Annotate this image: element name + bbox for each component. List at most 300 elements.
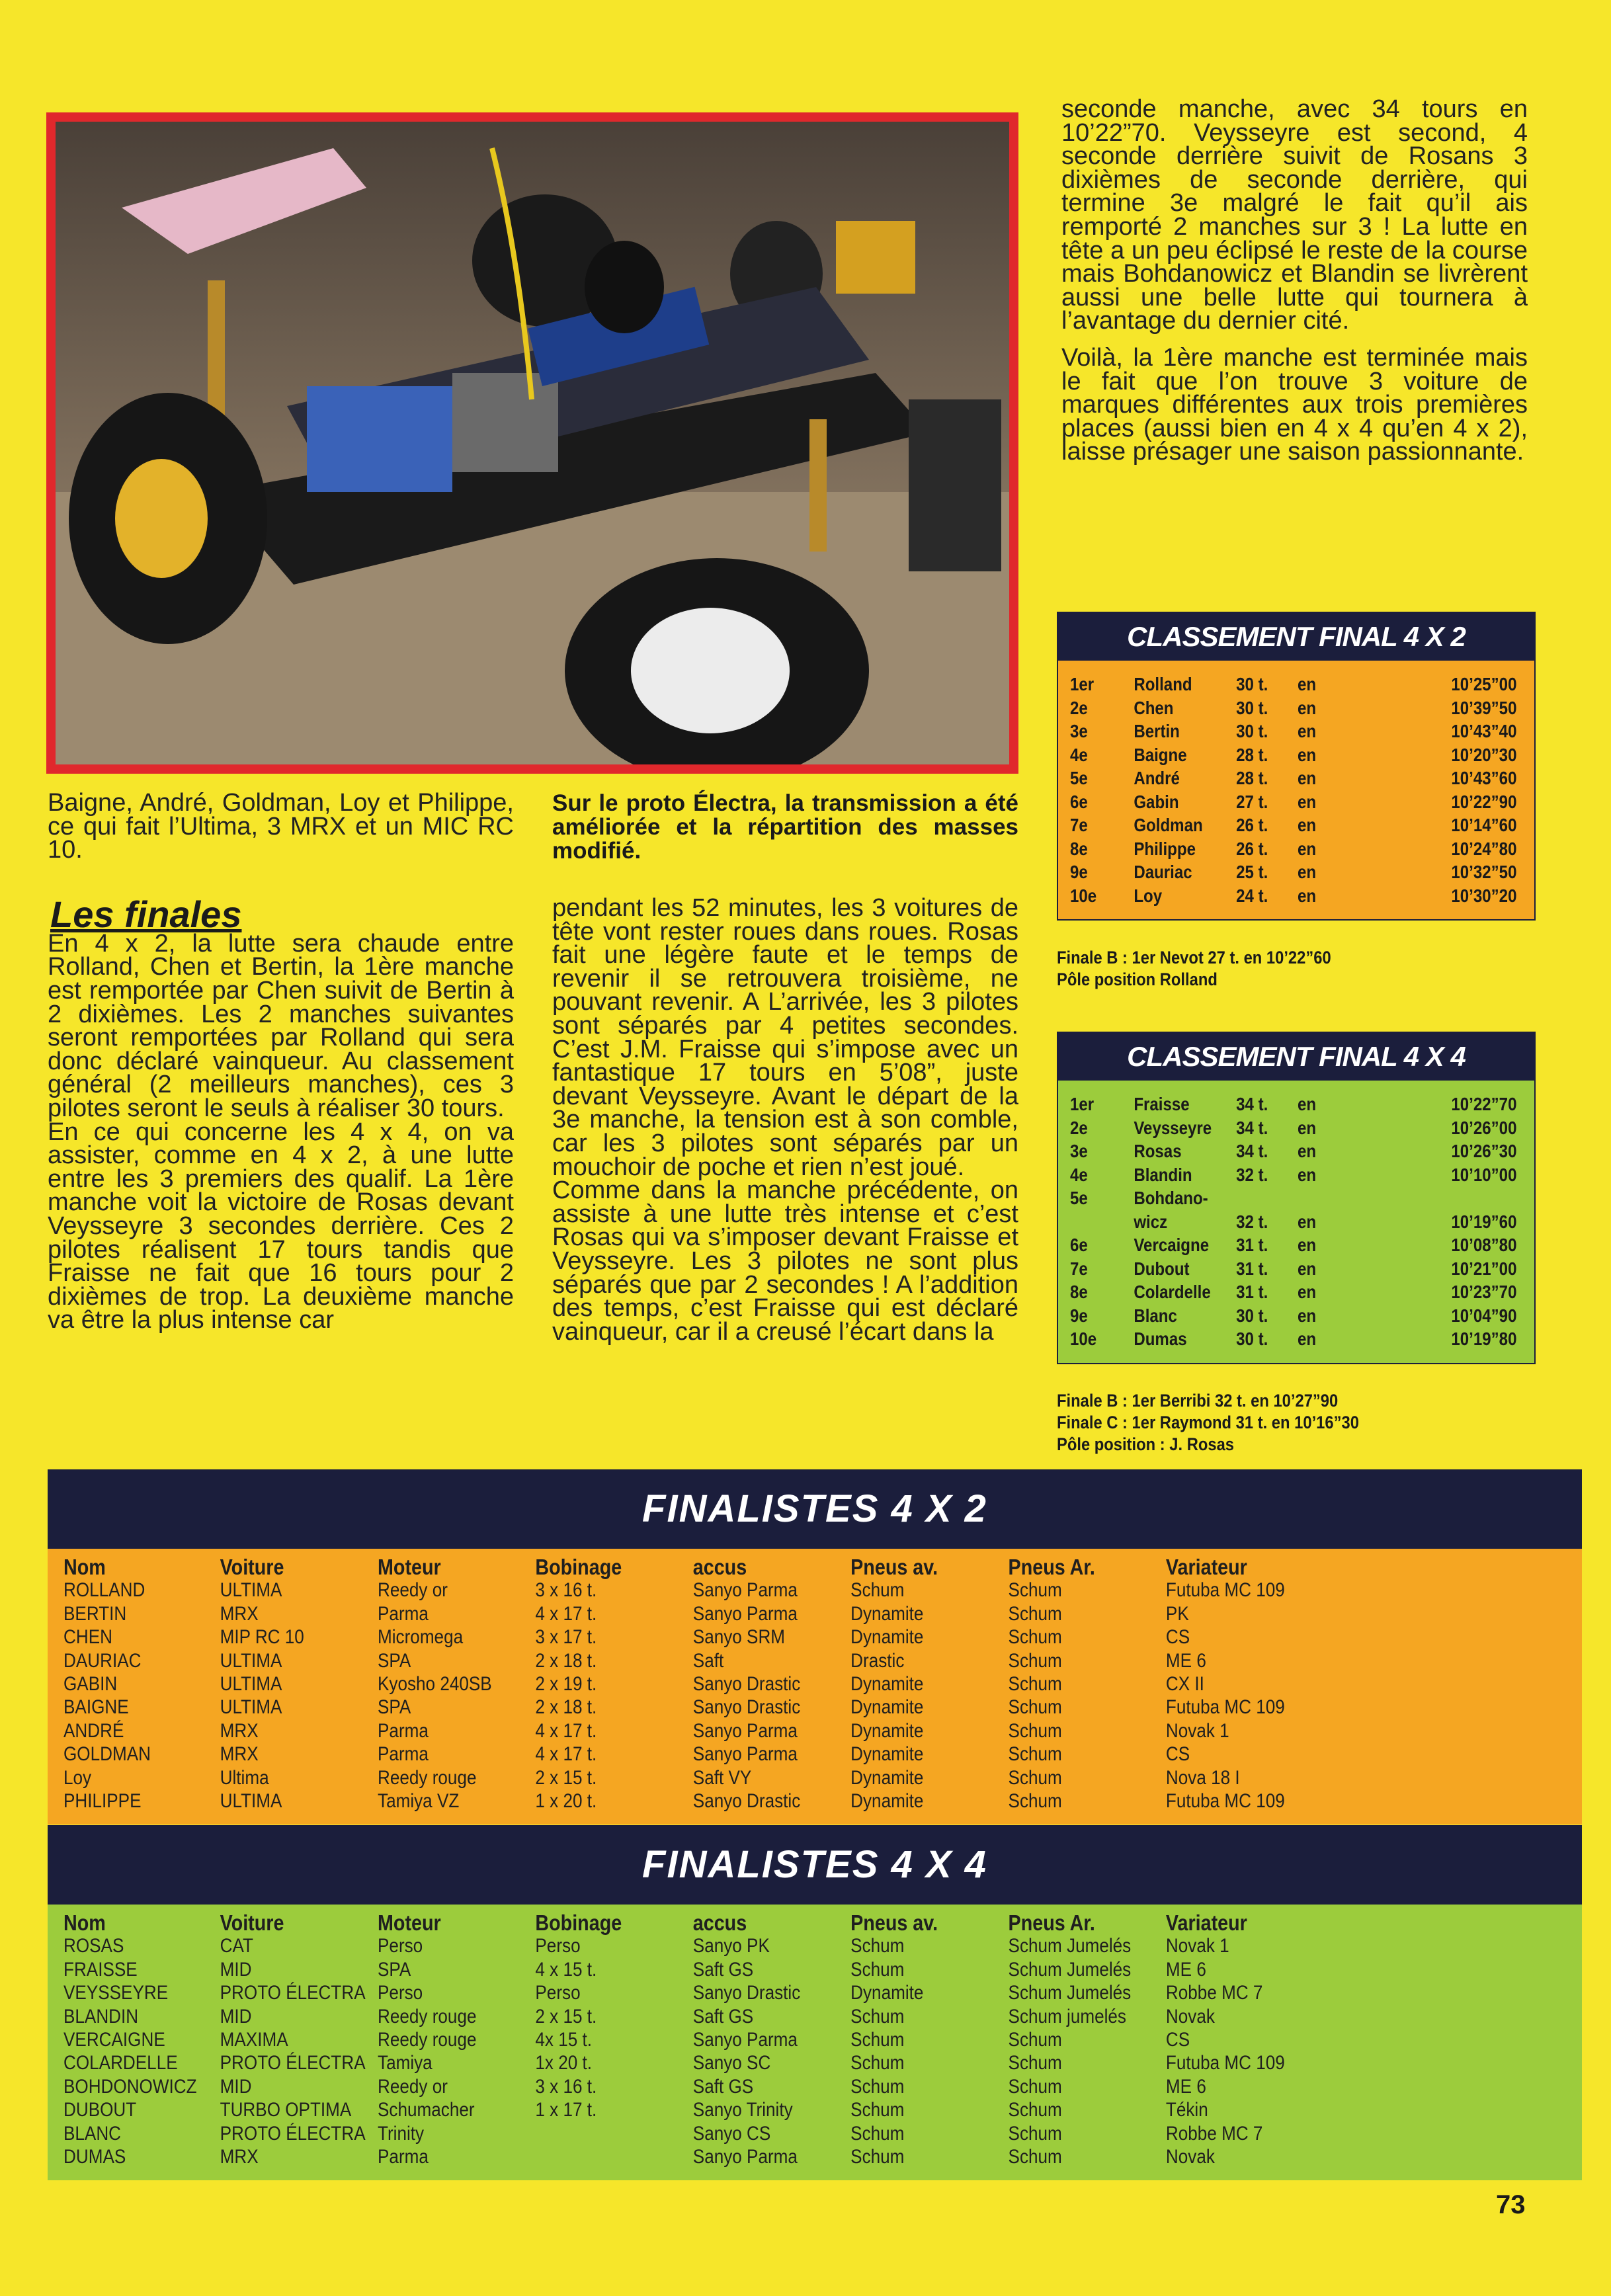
classement-cell: Dauriac [1134, 862, 1192, 882]
table-cell: MID [220, 2005, 252, 2028]
table-cell: 2 x 15 t. [535, 1766, 597, 1789]
table-cell: Dynamite [850, 1982, 924, 2004]
table-cell: Schum [850, 1935, 905, 1957]
classement-cell: 10’26”00 [1451, 1117, 1517, 1138]
table-cell: CAT [220, 1935, 253, 1957]
table-cell: Sanyo Parma [692, 1743, 798, 1766]
table-cell: Schum [1008, 1626, 1062, 1649]
finalistes-4x2-box [48, 1469, 1582, 1824]
table-cell: 4 x 17 t. [535, 1743, 597, 1766]
classement-row [1070, 837, 1521, 861]
table-cell: PK [1165, 1602, 1189, 1625]
classement-row [1070, 790, 1521, 814]
table-cell: Schum [850, 2146, 905, 2168]
table-row [63, 2051, 1583, 2074]
classement-cell: 5e [1070, 768, 1088, 788]
table-cell: Schum [1008, 2052, 1062, 2074]
table-row [63, 1981, 1583, 2004]
classement-cell [1236, 1186, 1298, 1210]
table-cell: 3 x 16 t. [535, 2075, 597, 2098]
table-cell: Schum [1008, 2029, 1062, 2051]
table-cell: GOLDMAN [63, 1743, 151, 1766]
classement-cell: en [1298, 768, 1317, 788]
table-cell: Sanyo CS [692, 2122, 771, 2145]
classement-cell: 5e [1070, 1188, 1088, 1208]
table-cell: Schum jumelés [1008, 2005, 1126, 2028]
table-cell: Reedy or [378, 2075, 448, 2098]
classement-cell: en [1298, 1258, 1317, 1279]
finalistes-4x4-table [48, 1905, 1582, 2180]
classement-cell: 4e [1070, 1164, 1088, 1185]
table-cell: Schum [1008, 2122, 1062, 2145]
table-cell: Schum [850, 2029, 905, 2051]
table-cell: Dynamite [850, 1602, 924, 1625]
table-cell: CS [1165, 2029, 1190, 2051]
classement-row [1070, 766, 1521, 790]
classement-cell: 6e [1070, 1235, 1088, 1255]
table-cell: Schum [1008, 1696, 1062, 1719]
table-cell: Parma [378, 1743, 429, 1766]
paragraph: pendant les 52 minutes, les 3 voitures de tête vont rester roues dans roues. Rosas fait une légère faute et le temps de revenir il se retrouvera troisième, ne pouvant revenir. A L’arrivée, les 3 pilotes sont séparés par 4 petites secondes. C’est J.M. Fraisse qui s’impose avec un fantastique 17 tours en 5’08”, juste devant Veysseyre. Avant le départ de la 3e manche, la tension est à son comble, car les 3 pilotes sont séparés par un mouchoir de poche et rien n’est joué. [552, 894, 1018, 1181]
classement-row [1070, 1210, 1521, 1234]
table-row [63, 2075, 1583, 2098]
table-cell: MRX [220, 1743, 259, 1766]
table-row [63, 1742, 1583, 1766]
table-cell: Schum [850, 1579, 905, 1602]
classement-cell: Philippe [1134, 838, 1196, 859]
table-cell: Kyosho 240SB [378, 1673, 492, 1696]
table-cell: Reedy rouge [378, 1766, 477, 1789]
table-cell: ANDRÉ [63, 1719, 124, 1742]
table-cell: Dynamite [850, 1719, 924, 1742]
classement-cell: Bohdano- [1134, 1188, 1208, 1208]
classement-cell: 34 t. [1236, 1117, 1268, 1138]
table-cell: Schum [1008, 1790, 1062, 1813]
table-cell: Parma [378, 1602, 429, 1625]
table-cell: Micromega [378, 1626, 464, 1649]
classement-cell: 6e [1070, 791, 1088, 812]
classement-cell: 31 t. [1236, 1235, 1268, 1255]
table-cell: CX II [1165, 1673, 1204, 1696]
car-photo [46, 112, 1018, 774]
classement-cell: en [1298, 697, 1317, 718]
table-row [63, 1578, 1583, 1602]
column-header: accus [692, 1555, 747, 1579]
classement-cell: Goldman [1134, 815, 1203, 835]
classement-cell: en [1298, 1305, 1317, 1326]
table-cell: BOHDONOWICZ [63, 2075, 197, 2098]
table-cell: VERCAIGNE [63, 2029, 165, 2051]
table-cell: CS [1165, 1743, 1190, 1766]
table-cell: Sanyo Parma [692, 1579, 798, 1602]
classement-cell: Blandin [1134, 1164, 1192, 1185]
classement-cell: 30 t. [1236, 674, 1268, 694]
classement-cell: Veysseyre [1134, 1117, 1212, 1138]
classement-cell: 10’39”50 [1451, 697, 1517, 718]
paragraph: En ce qui concerne les 4 x 4, on va assister, comme en 4 x 2, à une lutte entre les 3 premiers des qualif. La 1ère manche voit la victoire de Rosas devant Veysseyre 3 secondes derrière. Ces 2 pilotes réalisent 17 tours tandis que Fraisse ne fait que 16 tours pour 2 dixièmes de trop. La deuxième manche va être la plus intense car [48, 1118, 514, 1334]
rc-buggy-photo-icon [56, 122, 1009, 764]
classement-row [1070, 1304, 1521, 1328]
classement-cell: 10’43”60 [1451, 768, 1517, 788]
classement-row [1070, 1233, 1521, 1257]
classement-cell: Loy [1134, 885, 1163, 906]
classement-cell: Chen [1134, 697, 1174, 718]
table-cell: Schum [850, 2122, 905, 2145]
table-cell: Sanyo Drastic [692, 1982, 801, 2004]
table-cell: Schum Jumelés [1008, 1935, 1132, 1957]
classement-row [1070, 1116, 1521, 1140]
table-cell: Sanyo Drastic [692, 1696, 801, 1719]
table-cell: 4 x 17 t. [535, 1602, 597, 1625]
table-cell: Schum [850, 2052, 905, 2074]
table-cell: SPA [378, 1958, 411, 1981]
table-cell: 4x 15 t. [535, 2029, 593, 2051]
paragraph: Baigne, André, Goldman, Loy et Philippe, ce qui fait l’Ultima, 3 MRX et un MIC RC 10. [48, 789, 514, 864]
table-cell: CHEN [63, 1626, 112, 1649]
classement-4x2-table [1058, 661, 1534, 919]
classement-row [1070, 813, 1521, 837]
table-cell: VEYSSEYRE [63, 1982, 169, 2004]
table-cell: ROSAS [63, 1935, 124, 1957]
paragraph: Voilà, la 1ère manche est terminée mais le fait que l’on trouve 3 voiture de marques différentes aux trois premières places (aussi bien en 4 x 4 qu’en 4 x 2), laisse présager une saison passionnante. [1061, 343, 1528, 466]
section-heading: Les finales [50, 893, 242, 935]
table-cell: Sanyo Parma [692, 2146, 798, 2168]
classement-cell: 10’25”00 [1451, 674, 1517, 694]
classement-row [1070, 1092, 1521, 1116]
table-cell: MRX [220, 2146, 259, 2168]
classement-cell: 10’24”80 [1451, 838, 1517, 859]
column-header: Moteur [378, 1910, 441, 1935]
table-cell: TURBO OPTIMA [220, 2099, 352, 2121]
table-cell: 1 x 20 t. [535, 1790, 597, 1813]
table-row [63, 1649, 1583, 1672]
classement-row [1070, 719, 1521, 743]
classement-cell: 7e [1070, 1258, 1088, 1279]
classement-cell: 28 t. [1236, 744, 1268, 765]
table-cell: Ultima [220, 1766, 269, 1789]
table-cell: ROLLAND [63, 1579, 145, 1602]
table-cell: BERTIN [63, 1602, 127, 1625]
table-row [63, 1719, 1583, 1742]
classement-cell: 30 t. [1236, 1305, 1268, 1326]
table-cell: MID [220, 1958, 252, 1981]
table-cell: Schum [1008, 2099, 1062, 2121]
classement-cell: 10e [1070, 885, 1097, 906]
table-row [63, 1958, 1583, 1981]
column-header: Variateur [1165, 1910, 1247, 1935]
table-row [63, 2145, 1583, 2168]
classement-cell: 31 t. [1236, 1282, 1268, 1302]
finalistes-4x2-table [48, 1549, 1582, 1824]
classement-4x2-box [1057, 612, 1536, 921]
table-cell: ME 6 [1165, 1649, 1206, 1672]
classement-cell: 10’08”80 [1451, 1235, 1517, 1255]
classement-cell: Gabin [1134, 791, 1179, 812]
note: Pôle position Rolland [1057, 969, 1218, 989]
table-cell: ULTIMA [220, 1696, 282, 1719]
table-row [63, 1672, 1583, 1696]
classement-row [1070, 1186, 1521, 1210]
classement-cell: André [1134, 768, 1180, 788]
table-cell: BAIGNE [63, 1696, 129, 1719]
table-cell: COLARDELLE [63, 2052, 178, 2074]
finalistes-4x4-title: FINALISTES 4 X 4 [48, 1825, 1582, 1905]
table-row [63, 2005, 1583, 2028]
classement-row [1070, 743, 1521, 767]
table-cell: SPA [378, 1649, 411, 1672]
paragraph: En 4 x 2, la lutte sera chaude entre Rolland, Chen et Bertin, la 1ère manche est remportée par Chen suivit de Bertin à 2 dixièmes. Les 2 manches suivantes seront remportées par Rolland qui sera donc déclaré vainqueur. Au classement général (2 meilleurs manches), ces 3 pilotes seront le seuls à réaliser 30 tours. [48, 929, 514, 1122]
classement-cell: 10’21”00 [1451, 1258, 1517, 1279]
classement-cell: 28 t. [1236, 768, 1268, 788]
table-cell: Tamiya [378, 2052, 433, 2074]
note: Finale C : 1er Raymond 31 t. en 10’16”30 [1057, 1413, 1359, 1432]
note: Finale B : 1er Nevot 27 t. en 10’22”60 [1057, 948, 1331, 967]
classement-cell: en [1298, 1141, 1317, 1161]
column-header: Bobinage [535, 1555, 622, 1579]
table-cell: Perso [378, 1982, 423, 2004]
table-cell: ULTIMA [220, 1673, 282, 1696]
classement-cell: 1er [1070, 1094, 1095, 1114]
classement-cell: 30 t. [1236, 1329, 1268, 1349]
photo-caption: Sur le proto Électra, la transmission a été améliorée et la répartition des masses modifié. [552, 790, 1018, 864]
table-cell: Schum [1008, 1649, 1062, 1672]
column-header: Nom [63, 1555, 106, 1579]
classement-cell: 8e [1070, 1282, 1088, 1302]
classement-cell: 26 t. [1236, 815, 1268, 835]
classement-cell: en [1298, 1117, 1317, 1138]
classement-4x4-box [1057, 1032, 1536, 1364]
classement-cell: 10e [1070, 1329, 1097, 1349]
classement-4x2-notes [1057, 947, 1331, 991]
classement-cell: 30 t. [1236, 721, 1268, 741]
table-cell: 4 x 15 t. [535, 1958, 597, 1981]
classement-4x4-table [1058, 1081, 1534, 1363]
table-cell: DUMAS [63, 2146, 126, 2168]
table-cell: Dynamite [850, 1696, 924, 1719]
table-cell: Parma [378, 2146, 429, 2168]
classement-cell: 10’19”60 [1451, 1211, 1517, 1232]
classement-cell: 1er [1070, 674, 1095, 694]
column-header: Voiture [220, 1555, 284, 1579]
table-cell: Robbe MC 7 [1165, 1982, 1263, 2004]
classement-4x4-title: CLASSEMENT FINAL 4 X 4 [1058, 1033, 1534, 1081]
classement-cell [1298, 1186, 1372, 1210]
classement-cell: en [1298, 1329, 1317, 1349]
classement-cell: en [1298, 862, 1317, 882]
finalistes-4x2-title: FINALISTES 4 X 2 [48, 1469, 1582, 1549]
classement-cell: 26 t. [1236, 838, 1268, 859]
table-cell: BLANC [63, 2122, 122, 2145]
table-cell: MRX [220, 1602, 259, 1625]
classement-cell: Rosas [1134, 1141, 1182, 1161]
classement-cell: 9e [1070, 1305, 1088, 1326]
table-cell: Futuba MC 109 [1165, 1579, 1285, 1602]
classement-row [1070, 1139, 1521, 1163]
classement-cell: 3e [1070, 1141, 1088, 1161]
classement-cell: en [1298, 674, 1317, 694]
table-cell: ME 6 [1165, 1958, 1206, 1981]
classement-cell: 10’04”90 [1451, 1305, 1517, 1326]
classement-cell: Fraisse [1134, 1094, 1190, 1114]
column-header: Pneus Ar. [1008, 1555, 1095, 1579]
table-cell: Sanyo Drastic [692, 1790, 801, 1813]
classement-cell: Colardelle [1134, 1282, 1211, 1302]
column-header: Bobinage [535, 1910, 622, 1935]
classement-cell: 10’20”30 [1451, 744, 1517, 765]
classement-cell: Bertin [1134, 721, 1180, 741]
table-row [63, 2122, 1583, 2145]
note: Pôle position : J. Rosas [1057, 1434, 1235, 1454]
classement-cell: 10’26”30 [1451, 1141, 1517, 1161]
classement-cell: 7e [1070, 815, 1088, 835]
table-cell: PROTO ÉLECTRA [220, 1982, 366, 2004]
table-cell: Schum [850, 2005, 905, 2028]
table-cell: Reedy rouge [378, 2029, 477, 2051]
table-cell: Saft VY [692, 1766, 752, 1789]
column-header: accus [692, 1910, 747, 1935]
table-row [63, 1766, 1583, 1789]
table-cell: Sanyo PK [692, 1935, 770, 1957]
classement-4x4-notes [1057, 1390, 1359, 1456]
classement-row [1070, 1257, 1521, 1281]
classement-row [1070, 1280, 1521, 1304]
classement-cell: 31 t. [1236, 1258, 1268, 1279]
classement-cell: 3e [1070, 721, 1088, 741]
table-cell: Novak [1165, 2005, 1215, 2028]
classement-cell: 10’43”40 [1451, 721, 1517, 741]
classement-cell: en [1298, 815, 1317, 835]
column-3-text [1061, 95, 1528, 466]
paragraph: Comme dans la manche précédente, on assiste à une lutte très intense et c’est Rosas qui va s’imposer devant Fraisse et Veysseyre. Les 3 pilotes ne sont plus séparés que par 2 secondes ! A l’addition des temps, c’est Fraisse qui est déclaré vainqueur, car il a creusé l’écart dans la [552, 1176, 1018, 1346]
table-cell: Schum [1008, 1743, 1062, 1766]
column-header: Nom [63, 1910, 106, 1935]
table-row [63, 1789, 1583, 1813]
table-cell: SPA [378, 1696, 411, 1719]
table-cell [535, 2145, 692, 2168]
classement-cell: en [1298, 885, 1317, 906]
table-cell [535, 2122, 692, 2145]
classement-cell: Dumas [1134, 1329, 1187, 1349]
classement-row [1070, 1327, 1521, 1351]
classement-cell: 34 t. [1236, 1141, 1268, 1161]
table-cell: Schum [850, 1958, 905, 1981]
table-cell: PROTO ÉLECTRA [220, 2122, 366, 2145]
table-cell: Futuba MC 109 [1165, 1696, 1285, 1719]
classement-cell: 2e [1070, 697, 1088, 718]
table-cell: Perso [378, 1935, 423, 1957]
table-cell: PROTO ÉLECTRA [220, 2052, 366, 2074]
classement-cell: 8e [1070, 838, 1088, 859]
table-cell: 3 x 16 t. [535, 1579, 597, 1602]
table-cell: BLANDIN [63, 2005, 139, 2028]
classement-cell: en [1298, 1282, 1317, 1302]
column-header: Moteur [378, 1555, 441, 1579]
classement-row [1070, 1163, 1521, 1187]
table-cell: Sanyo Trinity [692, 2099, 793, 2121]
classement-row [1070, 673, 1521, 696]
classement-cell [1070, 1210, 1134, 1234]
table-cell: Schum Jumelés [1008, 1982, 1132, 2004]
table-cell: Loy [63, 1766, 92, 1789]
table-cell: FRAISSE [63, 1958, 138, 1981]
paragraph: seconde manche, avec 34 tours en 10’22”70. Veysseyre est second, 4 seconde derrière suivit de Rosans 3 dixièmes de seconde derrière, qui termine 3e malgré le fait qu’il ais remporté 2 manches sur 3 ! La lutte en tête a un peu éclipsé le reste de la course mais Bohdanowicz et Blandin se livrèrent aussi une belle lutte qui tournera à l’avantage du dernier cité. [1061, 95, 1528, 335]
table-cell: Trinity [378, 2122, 425, 2145]
classement-cell: 10’19”80 [1451, 1329, 1517, 1349]
table-cell: ULTIMA [220, 1790, 282, 1813]
table-cell: Saft GS [692, 2005, 754, 2028]
column-header: Voiture [220, 1910, 284, 1935]
table-cell: Saft GS [692, 2075, 754, 2098]
classement-cell: en [1298, 838, 1317, 859]
classement-cell: 27 t. [1236, 791, 1268, 812]
table-cell: Schum [1008, 2146, 1062, 2168]
table-cell: 2 x 18 t. [535, 1696, 597, 1719]
classement-cell: Blanc [1134, 1305, 1177, 1326]
table-cell: Futuba MC 109 [1165, 1790, 1285, 1813]
table-cell: ULTIMA [220, 1579, 282, 1602]
table-cell: Novak [1165, 2146, 1215, 2168]
table-cell: Schum [1008, 2075, 1062, 2098]
table-cell: Dynamite [850, 1673, 924, 1696]
table-cell: DUBOUT [63, 2099, 137, 2121]
table-cell: MAXIMA [220, 2029, 288, 2051]
table-row [63, 2098, 1583, 2121]
table-cell: Drastic [850, 1649, 905, 1672]
classement-cell: Vercaigne [1134, 1235, 1210, 1255]
table-cell: Reedy or [378, 1579, 448, 1602]
table-cell: 1 x 17 t. [535, 2099, 597, 2121]
table-row [63, 1625, 1583, 1649]
column-header: Pneus av. [850, 1555, 938, 1579]
classement-cell: 2e [1070, 1117, 1088, 1138]
table-header-row [63, 1911, 1583, 1934]
table-cell: 3 x 17 t. [535, 1626, 597, 1649]
table-cell: Schum Jumelés [1008, 1958, 1132, 1981]
table-cell: Sanyo Drastic [692, 1673, 801, 1696]
classement-4x2-title: CLASSEMENT FINAL 4 X 2 [1058, 613, 1534, 661]
classement-row [1070, 884, 1521, 908]
table-cell: Tékin [1165, 2099, 1208, 2121]
classement-row [1070, 860, 1521, 884]
classement-cell: en [1298, 1235, 1317, 1255]
table-cell: CS [1165, 1626, 1190, 1649]
classement-cell: 30 t. [1236, 697, 1268, 718]
table-cell: Robbe MC 7 [1165, 2122, 1263, 2145]
table-cell: Sanyo Parma [692, 2029, 798, 2051]
classement-cell: 10’10”00 [1451, 1164, 1517, 1185]
table-row [63, 1602, 1583, 1625]
classement-cell: 34 t. [1236, 1094, 1268, 1114]
table-cell: Schum [850, 2099, 905, 2121]
column-header: Pneus Ar. [1008, 1910, 1095, 1935]
classement-cell: en [1298, 721, 1317, 741]
table-cell: MID [220, 2075, 252, 2098]
classement-cell: 10’14”60 [1451, 815, 1517, 835]
table-row [63, 1696, 1583, 1719]
classement-cell [1372, 1186, 1522, 1210]
classement-cell: en [1298, 1211, 1317, 1232]
classement-cell: 10’22”70 [1451, 1094, 1517, 1114]
table-cell: 2 x 18 t. [535, 1649, 597, 1672]
table-cell: Parma [378, 1719, 429, 1742]
table-cell: ULTIMA [220, 1649, 282, 1672]
classement-cell: 25 t. [1236, 862, 1268, 882]
table-cell: Schumacher [378, 2099, 475, 2121]
classement-cell: en [1298, 1094, 1317, 1114]
table-row [63, 2028, 1583, 2051]
table-cell: Dynamite [850, 1766, 924, 1789]
column-2-text [552, 894, 1018, 1346]
